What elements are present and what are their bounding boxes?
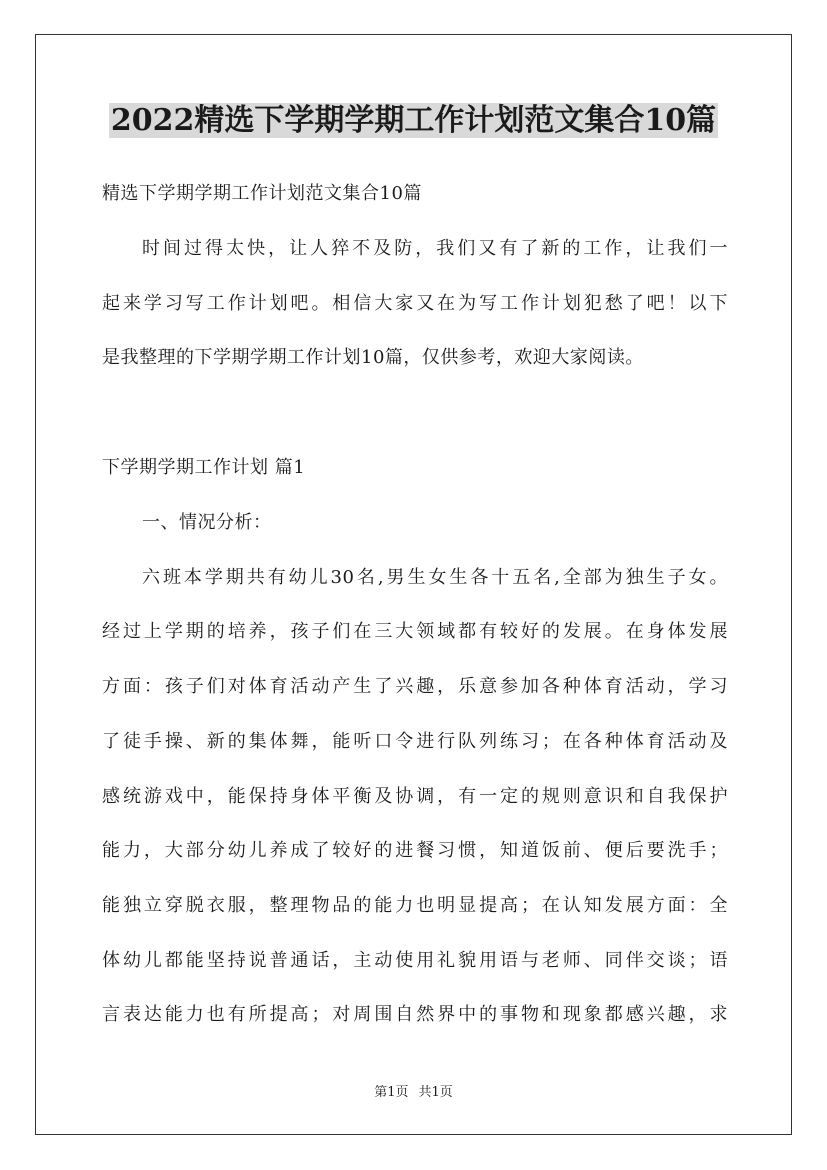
intro-line: 起来学习写工作计划吧。相信大家又在为写工作计划犯愁了吧！以下 [102, 293, 728, 314]
intro-line: 时间过得太快，让人猝不及防，我们又有了新的工作，让我们一 [142, 238, 728, 259]
body-line: 言表达能力也有所提高；对周围自然界中的事物和现象都感兴趣，求 [102, 1004, 728, 1025]
page-total: 共1页 [418, 1085, 453, 1100]
document-subtitle: 精选下学期学期工作计划范文集合10篇 [102, 183, 422, 204]
page-footer [0, 1084, 827, 1102]
body-line: 能力，大部分幼儿养成了较好的进餐习惯，知道饭前、便后要洗手； [102, 840, 728, 861]
page-number: 第1页 [374, 1085, 409, 1100]
body-line: 能独立穿脱衣服，整理物品的能力也明显提高；在认知发展方面：全 [102, 895, 728, 916]
intro-line: 是我整理的下学期学期工作计划10篇，仅供参考，欢迎大家阅读。 [102, 347, 644, 368]
subsection-heading: 一、情况分析： [142, 512, 272, 533]
document-title-text: 2022精选下学期学期工作计划范文集合10篇 [110, 103, 717, 138]
section-heading: 下学期学期工作计划 篇1 [102, 457, 306, 478]
body-line: 方面：孩子们对体育活动产生了兴趣，乐意参加各种体育活动，学习 [102, 676, 728, 697]
body-line: 六班本学期共有幼儿30名,男生女生各十五名,全部为独生子女。 [142, 567, 728, 588]
body-line: 体幼儿都能坚持说普通话，主动使用礼貌用语与老师、同伴交谈；语 [102, 950, 728, 971]
body-line: 经过上学期的培养，孩子们在三大领域都有较好的发展。在身体发展 [102, 621, 728, 642]
document-title [0, 100, 827, 142]
body-line: 感统游戏中，能保持身体平衡及协调，有一定的规则意识和自我保护 [102, 786, 728, 807]
body-line: 了徒手操、新的集体舞，能听口令进行队列练习；在各种体育活动及 [102, 731, 728, 752]
